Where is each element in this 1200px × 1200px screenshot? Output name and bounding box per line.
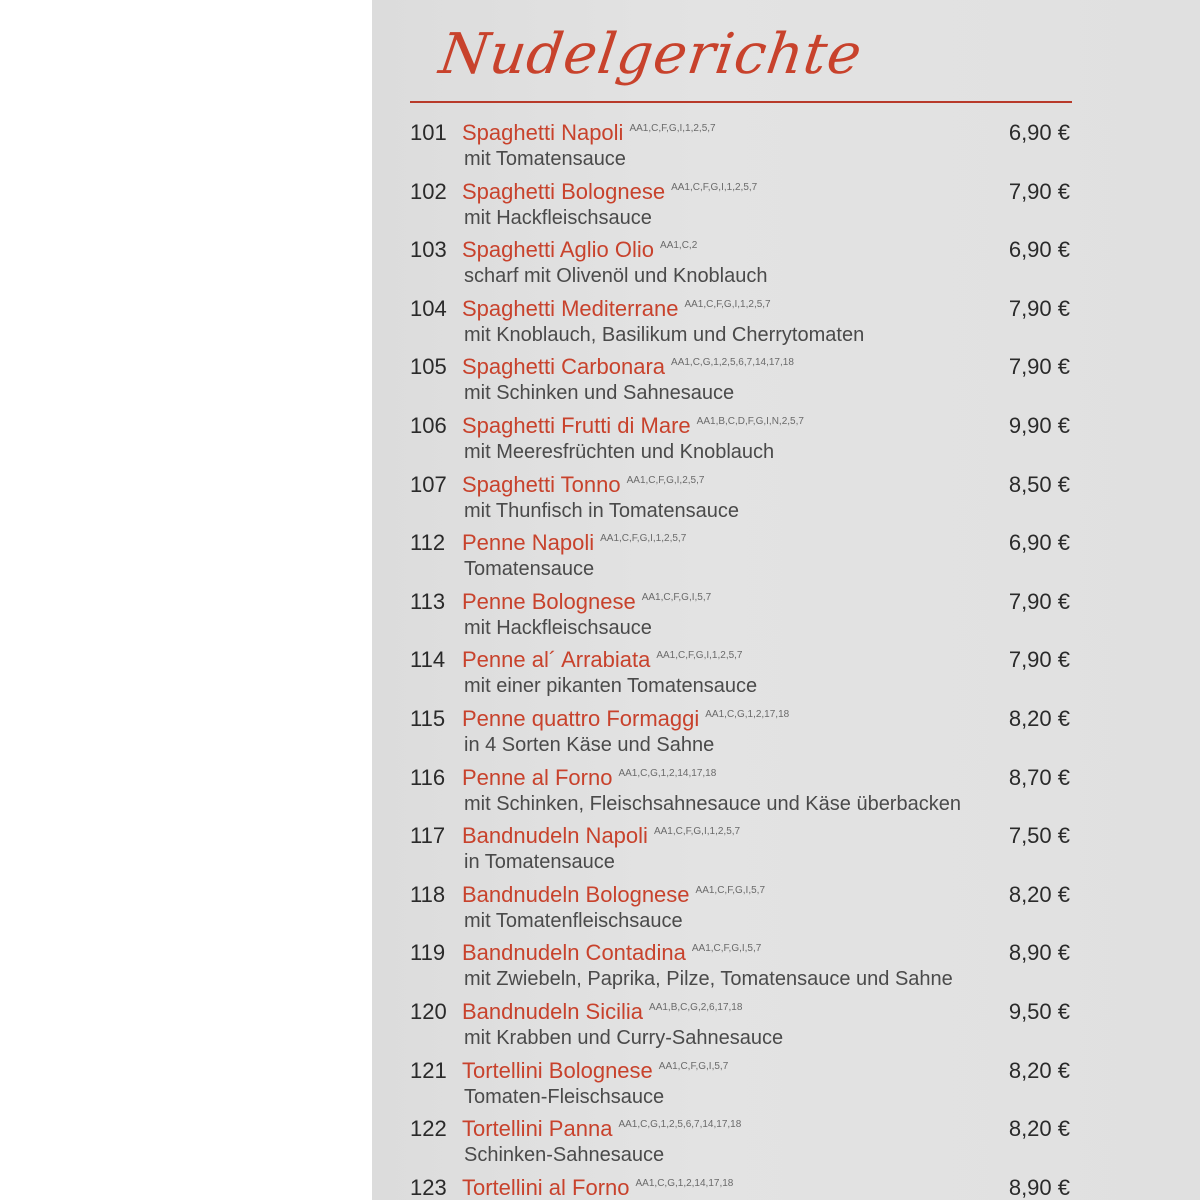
menu-item bbox=[410, 469, 1072, 528]
item-name: Spaghetti Carbonara bbox=[462, 354, 666, 380]
item-price: 8,20 € bbox=[1008, 1057, 1070, 1083]
item-name: Bandnudeln Bolognese bbox=[462, 881, 690, 907]
item-price: 7,90 € bbox=[1008, 178, 1070, 204]
item-name: Tortellini al Forno bbox=[462, 1174, 630, 1200]
menu-item bbox=[410, 1172, 1072, 1200]
item-name: Bandnudeln Napoli bbox=[462, 823, 648, 849]
page-margin bbox=[0, 0, 372, 1200]
menu-item bbox=[410, 351, 1072, 410]
menu-item bbox=[410, 820, 1072, 879]
menu-title: Nudelgerichte bbox=[435, 22, 867, 87]
item-allergens: AA1,C,F,G,I,5,7 bbox=[641, 591, 712, 603]
item-description: in 4 Sorten Käse und Sahne bbox=[464, 733, 715, 756]
menu-item bbox=[410, 996, 1072, 1055]
item-description: mit Tomatenfleischsauce bbox=[464, 909, 683, 932]
menu-item-list bbox=[410, 117, 1072, 1200]
item-number: 102 bbox=[410, 178, 447, 204]
item-allergens: AA1,B,C,G,2,6,17,18 bbox=[649, 1001, 743, 1013]
item-description: mit Thunfisch in Tomatensauce bbox=[464, 499, 739, 522]
item-price: 8,20 € bbox=[1008, 705, 1070, 731]
item-allergens: AA1,C,G,1,2,14,17,18 bbox=[618, 767, 717, 779]
item-description: mit einer pikanten Tomatensauce bbox=[464, 675, 758, 698]
item-price: 6,90 € bbox=[1008, 530, 1070, 556]
item-number: 103 bbox=[410, 237, 447, 263]
item-allergens: AA1,C,G,1,2,5,6,7,14,17,18 bbox=[671, 357, 794, 369]
item-price: 8,20 € bbox=[1008, 1116, 1070, 1142]
item-number: 116 bbox=[410, 764, 446, 790]
item-name: Spaghetti Mediterrane bbox=[462, 295, 679, 321]
item-name: Spaghetti Napoli bbox=[462, 120, 624, 145]
item-price: 7,50 € bbox=[1008, 823, 1070, 849]
item-number: 113 bbox=[410, 588, 446, 614]
item-description: Schinken-Sahnesauce bbox=[464, 1144, 665, 1167]
menu-item bbox=[410, 410, 1072, 469]
item-number: 117 bbox=[410, 823, 446, 849]
item-price: 9,50 € bbox=[1008, 998, 1070, 1024]
item-number: 123 bbox=[410, 1174, 447, 1200]
item-description: in Tomatensauce bbox=[464, 851, 615, 874]
item-price: 7,90 € bbox=[1008, 295, 1070, 321]
item-allergens: AA1,C,G,1,2,5,6,7,14,17,18 bbox=[618, 1119, 742, 1131]
item-name: Spaghetti Tonno bbox=[462, 471, 621, 497]
item-number: 121 bbox=[410, 1057, 447, 1083]
item-name: Penne Bolognese bbox=[462, 588, 636, 614]
item-description: mit Schinken und Sahnesauce bbox=[464, 382, 735, 405]
item-price: 7,90 € bbox=[1008, 354, 1070, 380]
menu-item bbox=[410, 879, 1072, 938]
item-name: Penne al´ Arrabiata bbox=[462, 647, 651, 673]
item-allergens: AA1,C,F,G,I,5,7 bbox=[658, 1060, 729, 1072]
menu-item bbox=[410, 293, 1072, 352]
item-number: 106 bbox=[410, 412, 447, 438]
item-price: 8,90 € bbox=[1008, 940, 1070, 966]
item-number: 107 bbox=[410, 471, 447, 497]
menu-item bbox=[410, 527, 1072, 586]
item-allergens: AA1,C,F,G,I,1,2,5,7 bbox=[653, 826, 741, 838]
item-description: mit Knoblauch, Basilikum und Cherrytomaten bbox=[464, 323, 865, 346]
menu-panel bbox=[372, 0, 1200, 1200]
menu-item bbox=[410, 586, 1072, 645]
item-number: 118 bbox=[410, 881, 446, 907]
item-description: mit Hackfleischsauce bbox=[464, 616, 652, 639]
item-allergens: AA1,C,F,G,I,1,2,5,7 bbox=[684, 298, 771, 310]
title-divider bbox=[410, 101, 1072, 103]
item-number: 115 bbox=[410, 705, 446, 731]
item-price: 8,50 € bbox=[1008, 471, 1070, 497]
item-allergens: AA1,C,F,G,I,1,2,5,7 bbox=[656, 650, 743, 662]
menu-item bbox=[410, 762, 1072, 821]
item-name: Penne quattro Formaggi bbox=[462, 705, 700, 731]
item-allergens: AA1,C,G,1,2,14,17,18 bbox=[635, 1177, 734, 1189]
item-price: 9,90 € bbox=[1008, 412, 1070, 438]
item-description: mit Hackfleischsauce bbox=[464, 206, 652, 229]
menu-item bbox=[410, 234, 1072, 293]
item-description: mit Meeresfrüchten und Knoblauch bbox=[464, 440, 775, 463]
item-price: 8,20 € bbox=[1008, 881, 1070, 907]
item-number: 114 bbox=[410, 647, 446, 673]
menu-item bbox=[410, 937, 1072, 996]
item-description: mit Zwiebeln, Paprika, Pilze, Tomatensauce und Sahne bbox=[464, 968, 953, 991]
item-allergens: AA1,C,F,G,I,1,2,5,7 bbox=[671, 181, 758, 193]
item-price: 7,90 € bbox=[1008, 647, 1070, 673]
item-name: Tortellini Panna bbox=[462, 1116, 613, 1142]
item-name: Bandnudeln Sicilia bbox=[462, 998, 644, 1024]
item-description: scharf mit Olivenöl und Knoblauch bbox=[464, 265, 768, 288]
item-allergens: AA1,C,F,G,I,1,2,5,7 bbox=[629, 123, 716, 134]
item-allergens: AA1,C,G,1,2,17,18 bbox=[705, 708, 790, 720]
item-name: Penne al Forno bbox=[462, 764, 613, 790]
item-price: 8,70 € bbox=[1008, 764, 1070, 790]
item-name: Bandnudeln Contadina bbox=[462, 940, 686, 966]
menu-item bbox=[410, 1055, 1072, 1114]
item-number: 105 bbox=[410, 354, 447, 380]
menu-item bbox=[410, 703, 1072, 762]
menu-item bbox=[410, 644, 1072, 703]
menu-item bbox=[410, 1113, 1072, 1172]
item-number: 122 bbox=[410, 1116, 447, 1142]
menu-item bbox=[410, 117, 1072, 176]
item-number: 120 bbox=[410, 998, 447, 1024]
item-name: Spaghetti Bolognese bbox=[462, 178, 666, 204]
item-price: 7,90 € bbox=[1008, 588, 1070, 614]
item-name: Penne Napoli bbox=[462, 530, 595, 556]
menu-item-header bbox=[410, 1172, 733, 1200]
item-allergens: AA1,B,C,D,F,G,I,N,2,5,7 bbox=[696, 415, 804, 427]
item-description: mit Schinken, Fleischsahnesauce und Käse überbacken bbox=[464, 792, 961, 815]
item-allergens: AA1,C,2 bbox=[660, 240, 698, 252]
item-price: 6,90 € bbox=[1008, 120, 1070, 145]
menu-item bbox=[410, 176, 1072, 235]
item-name: Spaghetti Frutti di Mare bbox=[462, 412, 691, 438]
item-allergens: AA1,C,F,G,I,1,2,5,7 bbox=[600, 533, 687, 545]
item-number: 104 bbox=[410, 295, 447, 321]
item-number: 101 bbox=[410, 120, 447, 145]
item-description: Tomatensauce bbox=[464, 558, 595, 581]
item-allergens: AA1,C,F,G,I,5,7 bbox=[695, 884, 766, 896]
item-name: Spaghetti Aglio Olio bbox=[462, 237, 655, 263]
item-description: Tomaten-Fleischsauce bbox=[464, 1085, 665, 1108]
item-number: 112 bbox=[410, 530, 446, 556]
item-number: 119 bbox=[410, 940, 446, 966]
item-name: Tortellini Bolognese bbox=[462, 1057, 653, 1083]
item-description: mit Tomatensauce bbox=[464, 148, 626, 170]
item-description: mit Krabben und Curry-Sahnesauce bbox=[464, 1026, 784, 1049]
item-price: 6,90 € bbox=[1008, 237, 1070, 263]
item-price: 8,90 € bbox=[1008, 1174, 1070, 1200]
item-allergens: AA1,C,F,G,I,2,5,7 bbox=[626, 474, 705, 486]
item-allergens: AA1,C,F,G,I,5,7 bbox=[691, 943, 762, 955]
